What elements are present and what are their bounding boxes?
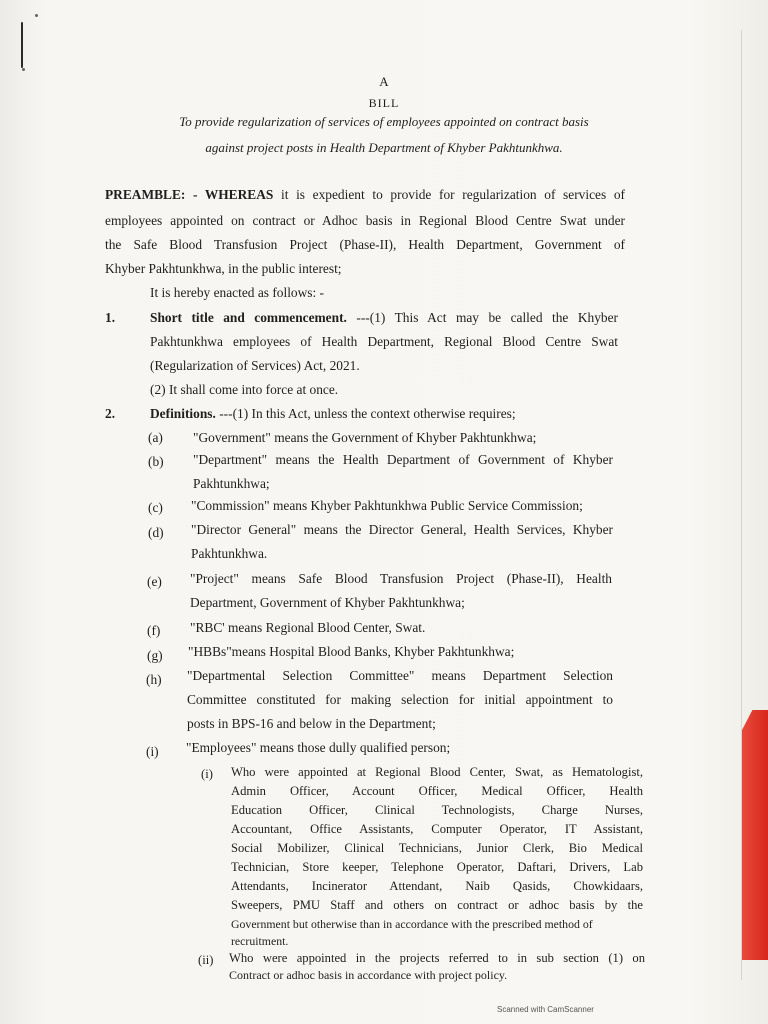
def-b-line2: Pakhtunkhwa;: [193, 476, 270, 491]
def-g-line1: "HBBs"means Hospital Blood Banks, Khyber Pakhtunkhwa;: [188, 644, 515, 659]
def-d-line1: "Director General" means the Director General, Health Services, Khyber: [191, 522, 613, 537]
def-e-label: (e): [147, 574, 162, 589]
header-subtitle-line2: against project posts in Health Department of Khyber Pakhtunkhwa.: [205, 140, 563, 155]
section2-title: Definitions.: [150, 406, 216, 421]
def-h-line3: posts in BPS-16 and below in the Department;: [187, 716, 436, 731]
def-e-line2: Department, Government of Khyber Pakhtunkhwa;: [190, 595, 465, 610]
sub-i-line2: Admin Officer, Account Officer, Medical Officer, Health: [231, 784, 643, 798]
preamble-label: PREAMBLE: - WHEREAS: [105, 187, 274, 202]
sub-i-label: (i): [201, 767, 213, 781]
def-f-line1: "RBC' means Regional Blood Center, Swat.: [190, 620, 426, 635]
def-c-line1: "Commission" means Khyber Pakhtunkhwa Public Service Commission;: [191, 498, 583, 513]
sub-i-line6: Technician, Store keeper, Telephone Operator, Daftari, Drivers, Lab: [231, 860, 643, 874]
sub-i-line7: Attendants, Incinerator Attendant, Naib Qasids, Chowkidaars,: [231, 879, 643, 893]
preamble-line4: Khyber Pakhtunkhwa, in the public interest;: [105, 261, 342, 276]
header-a: A: [379, 74, 389, 89]
preamble-line1: [105, 186, 625, 204]
def-b-label: (b): [148, 454, 164, 469]
section2-number: 2.: [105, 406, 116, 421]
preamble-line1-text: it is expedient to provide for regularization of services of: [280, 187, 625, 202]
def-d-label: (d): [148, 525, 164, 540]
header-subtitle-line1: To provide regularization of services of employees appointed on contract basis: [179, 114, 589, 129]
preamble-line2: employees appointed on contract or Adhoc basis in Regional Blood Centre Swat under: [105, 213, 625, 228]
section1-title: Short title and commencement.: [150, 310, 347, 325]
def-d-line2: Pakhtunkhwa.: [191, 546, 268, 561]
margin-mark: [21, 22, 23, 68]
header-bill: BILL: [368, 96, 400, 110]
sub-ii-line1: Who were appointed in the projects referred to in sub section (1) on: [229, 951, 645, 965]
def-a-line1: "Government" means the Government of Khyber Pakhtunkhwa;: [193, 430, 537, 445]
section1-line3: (Regularization of Services) Act, 2021.: [150, 358, 360, 373]
def-i-line1: "Employees" means those dully qualified person;: [186, 740, 451, 755]
def-f-label: (f): [147, 623, 161, 638]
def-h-label: (h): [146, 672, 162, 687]
scanner-watermark: Scanned with CamScanner: [497, 1005, 594, 1014]
enacted-line: It is hereby enacted as follows: -: [150, 285, 325, 300]
def-e-line1: "Project" means Safe Blood Transfusion Project (Phase-II), Health: [190, 571, 612, 586]
sub-i-line9: Government but otherwise than in accordance with the prescribed method of: [231, 917, 593, 931]
sub-i-line5: Social Mobilizer, Clinical Technicians, Junior Clerk, Bio Medical: [231, 841, 643, 855]
preamble-line3: the Safe Blood Transfusion Project (Phase-II), Health Department, Government of: [105, 237, 625, 252]
margin-dot: [35, 14, 38, 17]
page-fold-line: [741, 30, 742, 980]
section2-intro: [150, 405, 516, 423]
section1-number: 1.: [105, 310, 116, 325]
def-c-label: (c): [148, 500, 163, 515]
section1-line4: (2) It shall come into force at once.: [150, 382, 339, 397]
def-g-label: (g): [147, 648, 163, 663]
def-i-label: (i): [146, 744, 159, 759]
def-b-line1: "Department" means the Health Department of Government of Khyber: [193, 452, 613, 467]
section1-line2: Pakhtunkhwa employees of Health Department, Regional Blood Centre Swat: [150, 334, 618, 349]
sub-i-line1: Who were appointed at Regional Blood Center, Swat, as Hematologist,: [231, 765, 643, 779]
red-binder-tab: [742, 710, 768, 960]
section1-line1-text: ---(1) This Act may be called the Khyber: [356, 310, 619, 325]
sub-i-line8: Sweepers, PMU Staff and others on contract or adhoc basis by the: [231, 898, 643, 912]
section2-intro-text: ---(1) In this Act, unless the context otherwise requires;: [219, 406, 516, 421]
margin-dot: [22, 68, 25, 71]
sub-ii-line2: Contract or adhoc basis in accordance with project policy.: [229, 968, 508, 982]
def-h-line1: "Departmental Selection Committee" means Department Selection: [187, 668, 613, 683]
sub-i-line10: recruitment.: [231, 934, 289, 948]
sub-i-line3: Education Officer, Clinical Technologists, Charge Nurses,: [231, 803, 643, 817]
sub-ii-label: (ii): [198, 953, 214, 967]
def-a-label: (a): [148, 430, 163, 445]
def-h-line2: Committee constituted for making selection for initial appointment to: [187, 692, 613, 707]
sub-i-line4: Accountant, Office Assistants, Computer Operator, IT Assistant,: [231, 822, 643, 836]
section1-line1: [150, 309, 618, 327]
